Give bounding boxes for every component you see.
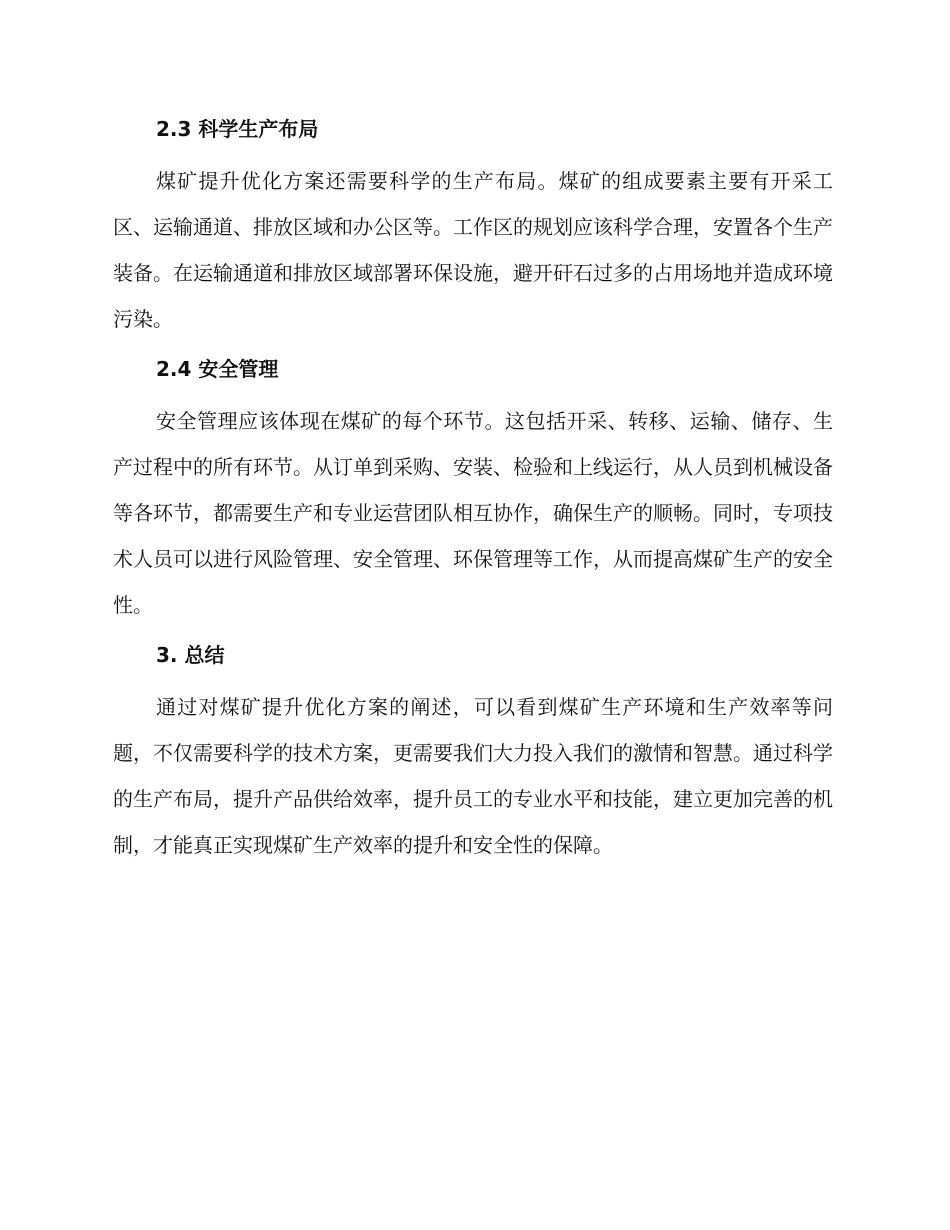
section-paragraph: 安全管理应该体现在煤矿的每个环节。这包括开采、转移、运输、储存、生产过程中的所有环节。从订单到采购、安装、检验和上线运行，从人员到机械设备等各环节，都需要生产和专业运营团队相互协作，确保生产的顺畅。同时，专项技术人员可以进行风险管理、安全管理、环保管理等工作，从而提高煤矿生产的安全性。 (113, 409, 833, 617)
section-heading: 2.3 科学生产布局 (156, 117, 319, 141)
section-heading: 2.4 安全管理 (156, 357, 279, 381)
section-safety-management (113, 350, 833, 628)
document-page (113, 110, 833, 876)
section-summary (113, 636, 833, 868)
section-production-layout (113, 110, 833, 342)
section-paragraph: 煤矿提升优化方案还需要科学的生产布局。煤矿的组成要素主要有开采工区、运输通道、排放区域和办公区等。工作区的规划应该科学合理，安置各个生产装备。在运输通道和排放区域部署环保设施，避开矸石过多的占用场地并造成环境污染。 (113, 169, 833, 331)
section-heading: 3. 总结 (156, 643, 225, 667)
section-paragraph: 通过对煤矿提升优化方案的阐述，可以看到煤矿生产环境和生产效率等问题，不仅需要科学的技术方案，更需要我们大力投入我们的激情和智慧。通过科学的生产布局，提升产品供给效率，提升员工的专业水平和技能，建立更加完善的机制，才能真正实现煤矿生产效率的提升和安全性的保障。 (113, 695, 833, 857)
